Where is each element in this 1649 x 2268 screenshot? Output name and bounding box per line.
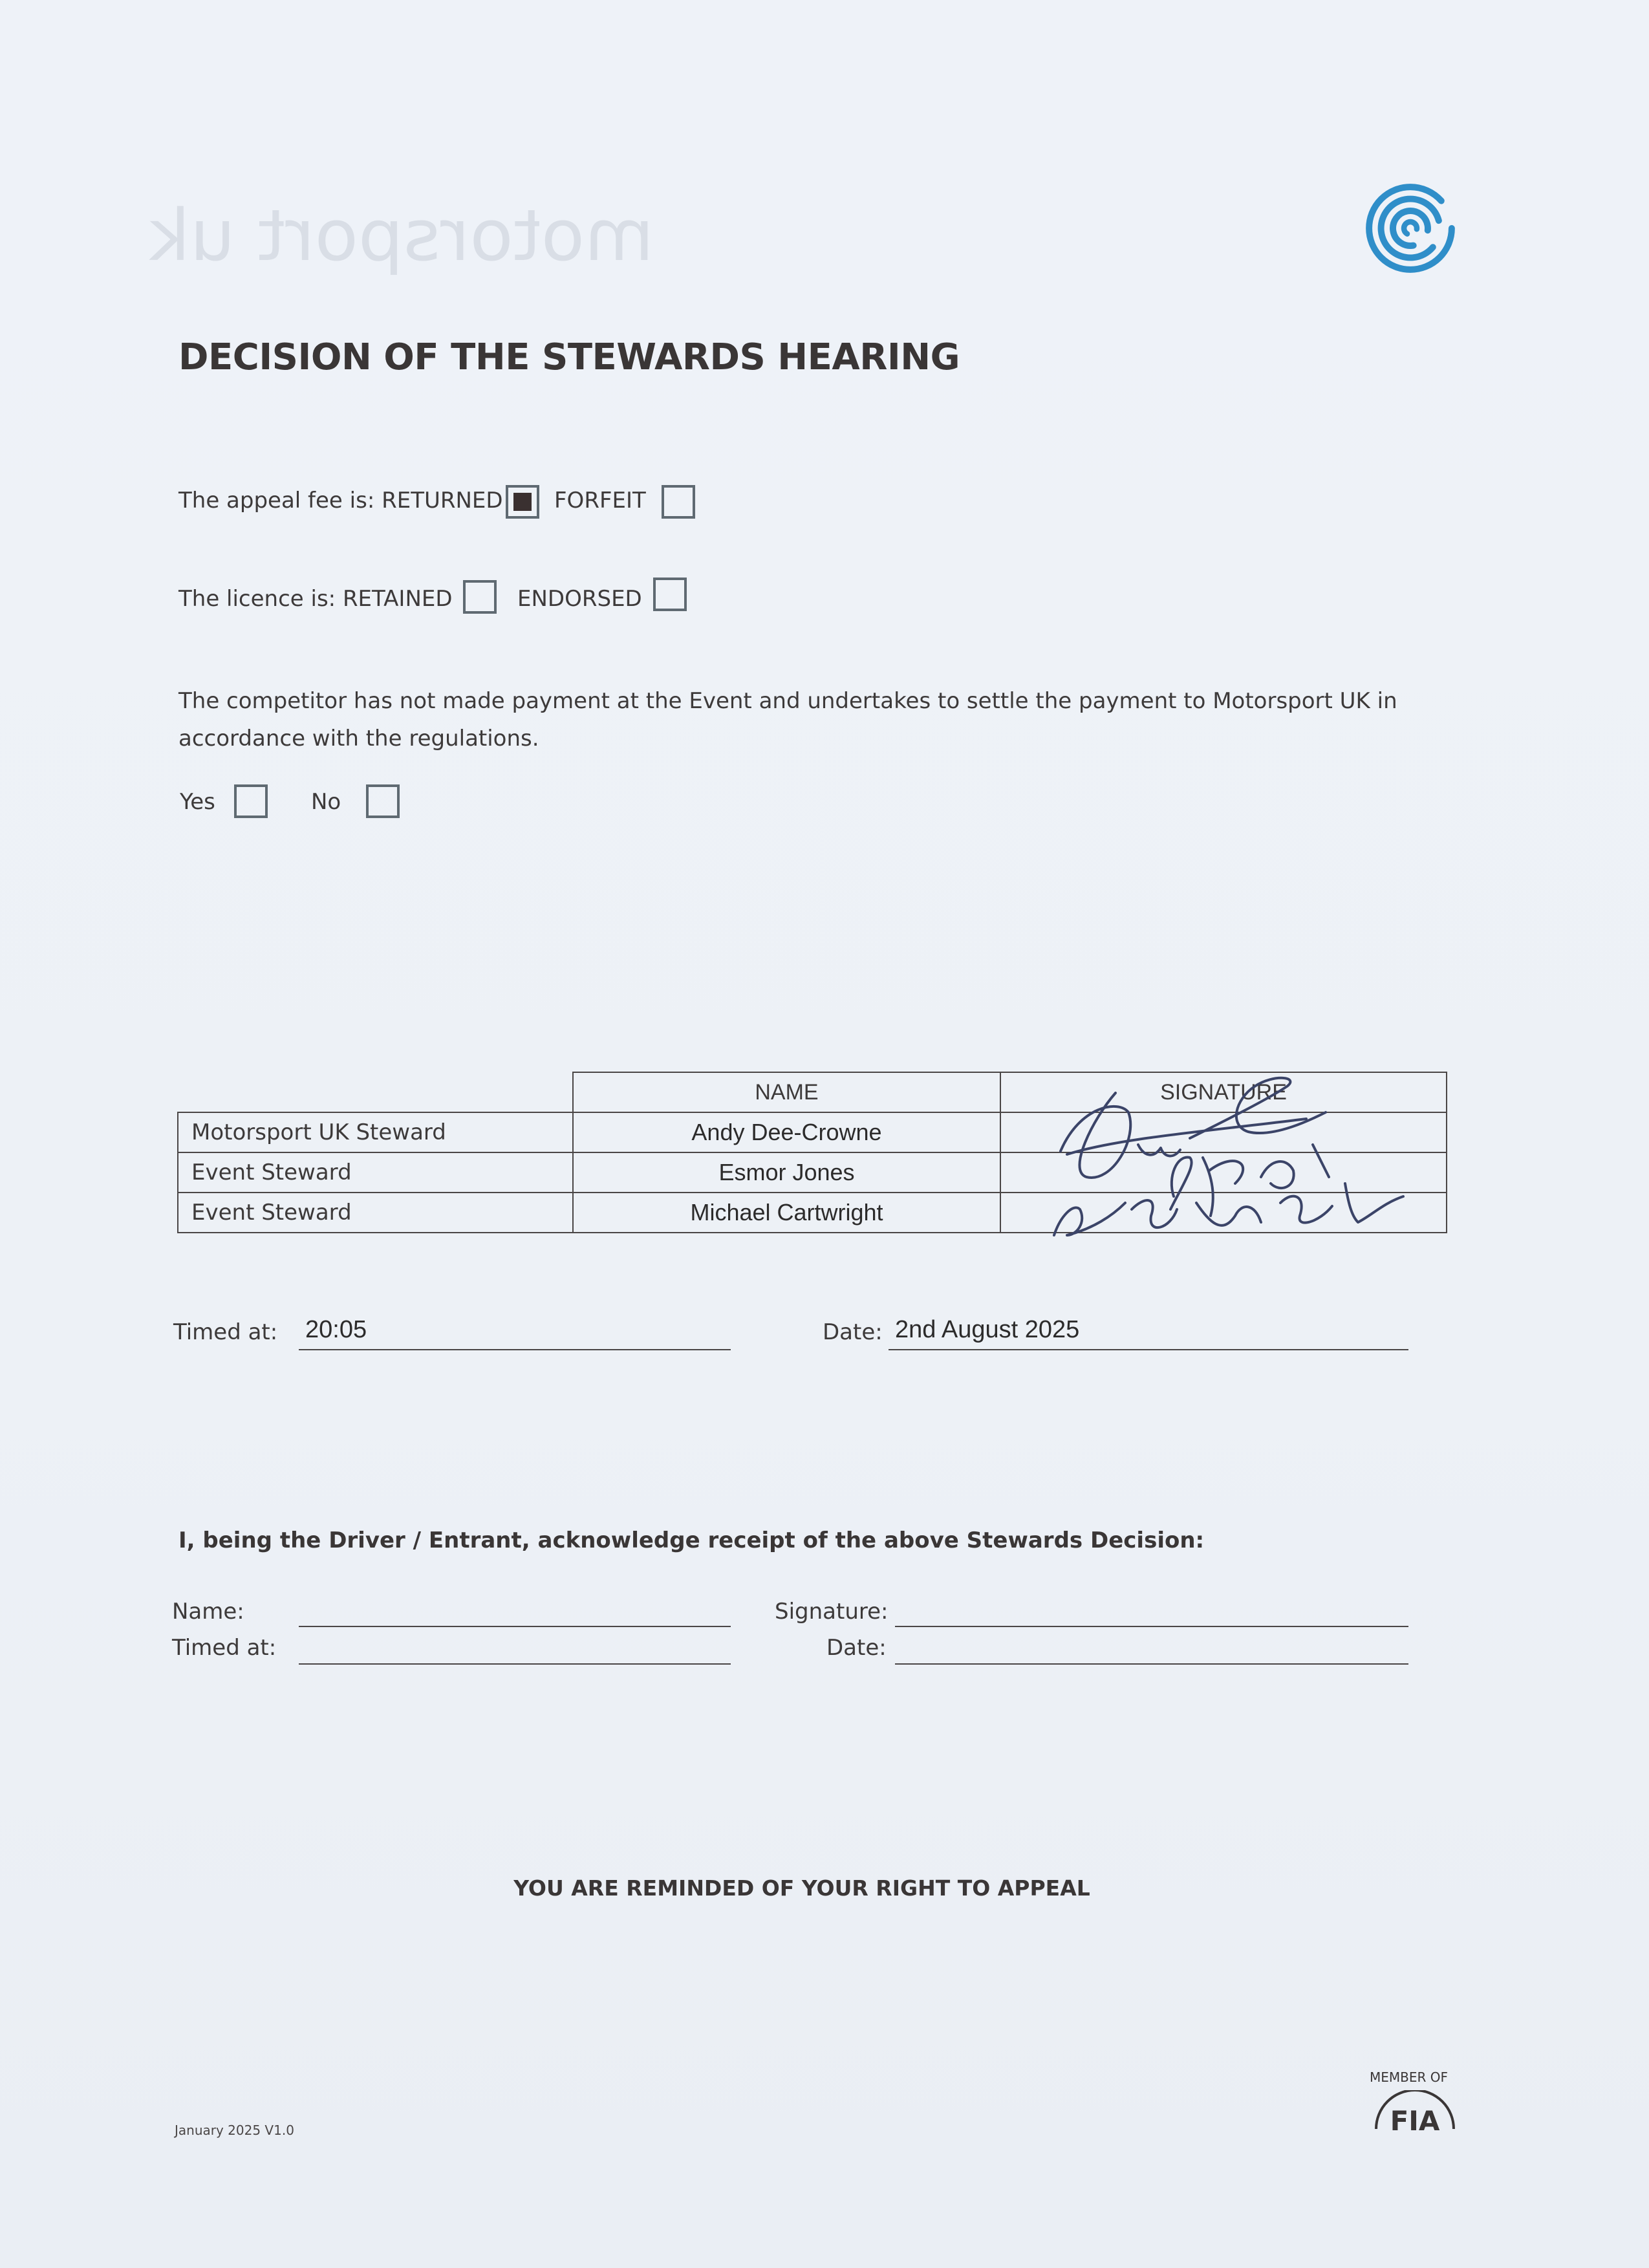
table-header-signature: SIGNATURE [1000, 1072, 1447, 1112]
reverse-side-show-through: motorsport uk [149, 194, 654, 277]
handwritten-signatures [1041, 1041, 1429, 1255]
no-checkbox[interactable] [366, 784, 400, 818]
fia-logo-text: FIA [1390, 2105, 1440, 2135]
form-version: January 2025 V1.0 [175, 2122, 294, 2138]
ack-name-field[interactable] [299, 1626, 731, 1627]
appeal-fee-label: The appeal fee is: RETURNED [178, 488, 503, 513]
payment-statement: The competitor has not made payment at the Event and undertakes to settle the payment to Motorsport UK in accordance with the regulations. [178, 688, 1397, 751]
appeal-fee-returned-checkbox[interactable] [506, 485, 539, 519]
ack-timed-at-label: Timed at: [172, 1635, 277, 1661]
ack-signature-label: Signature: [775, 1599, 889, 1625]
appeal-fee-forfeit-checkbox[interactable] [662, 485, 695, 519]
ack-date-label: Date: [826, 1635, 887, 1661]
steward-role: Motorsport UK Steward [178, 1112, 573, 1152]
acknowledgement-statement: I, being the Driver / Entrant, acknowledge receipt of the above Stewards Decision: [178, 1528, 1205, 1553]
ack-date-field[interactable] [895, 1663, 1408, 1665]
licence-retained-checkbox[interactable] [463, 580, 497, 614]
motorsport-uk-logo-icon [1364, 182, 1456, 274]
ack-name-label: Name: [172, 1599, 244, 1625]
steward-name: Esmor Jones [573, 1152, 1000, 1193]
appeal-reminder: YOU ARE REMINDED OF YOUR RIGHT TO APPEAL [513, 1875, 1090, 1901]
licence-label: The licence is: RETAINED [178, 586, 453, 612]
table-header-name: NAME [573, 1072, 1000, 1112]
fia-logo-icon [1370, 2090, 1460, 2135]
no-label: No [311, 789, 341, 815]
date-value: 2nd August 2025 [895, 1316, 1080, 1343]
licence-endorsed-checkbox[interactable] [653, 578, 687, 611]
date-underline [889, 1349, 1408, 1350]
page-title: DECISION OF THE STEWARDS HEARING [178, 336, 960, 378]
date-label: Date: [823, 1319, 883, 1345]
appeal-fee-forfeit-label: FORFEIT [554, 488, 646, 513]
timed-at-label: Timed at: [173, 1319, 278, 1345]
ack-timed-at-field[interactable] [299, 1663, 731, 1665]
yes-label: Yes [180, 789, 215, 815]
steward-name: Andy Dee-Crowne [573, 1112, 1000, 1152]
steward-role: Event Steward [178, 1152, 573, 1193]
timed-at-underline [299, 1349, 731, 1350]
yes-checkbox[interactable] [234, 784, 268, 818]
steward-name: Michael Cartwright [573, 1193, 1000, 1233]
timed-at-value: 20:05 [305, 1316, 367, 1343]
table-header-blank [178, 1072, 573, 1112]
ack-signature-field[interactable] [895, 1626, 1408, 1627]
fia-member-label: MEMBER OF [1370, 2069, 1449, 2085]
licence-endorsed-label: ENDORSED [517, 586, 642, 612]
steward-role: Event Steward [178, 1193, 573, 1233]
